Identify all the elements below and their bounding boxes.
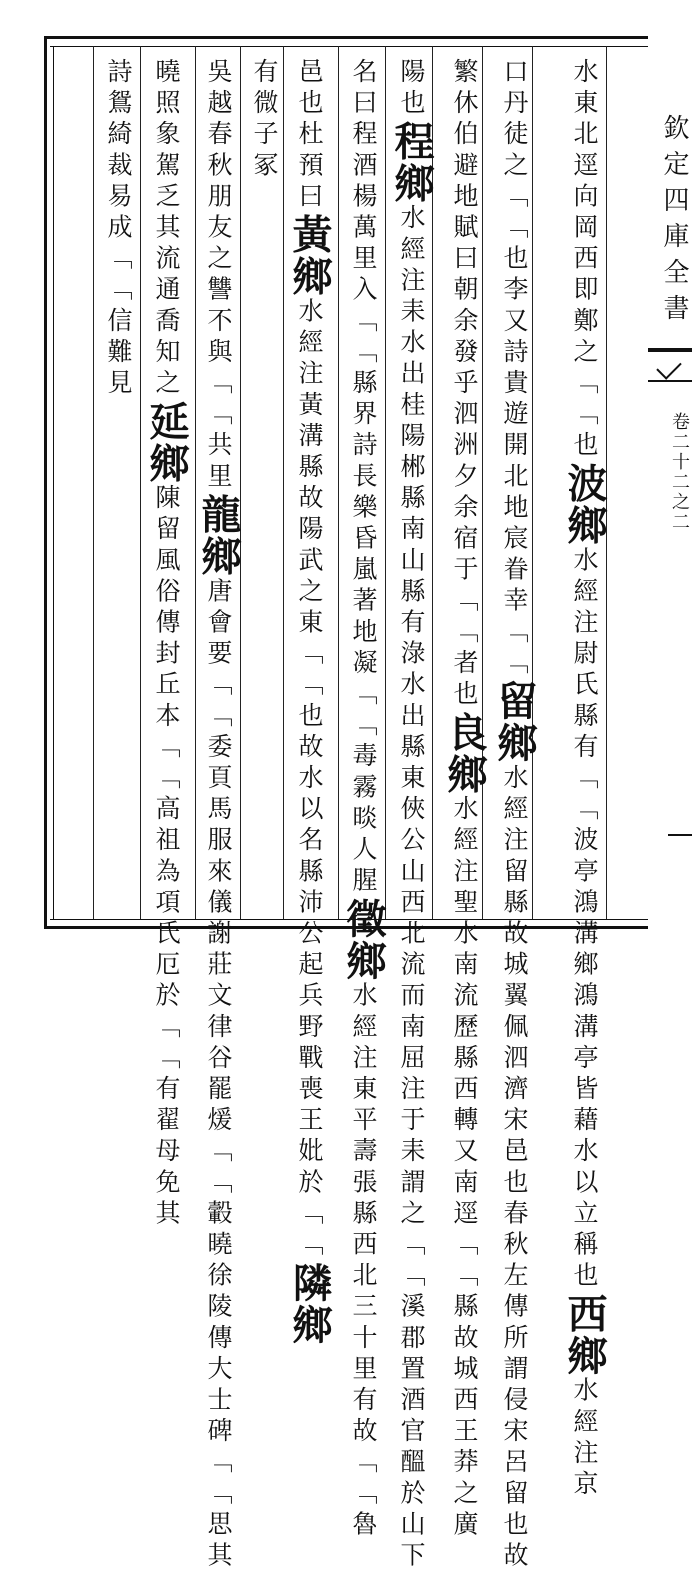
text-column-3 xyxy=(441,58,488,1542)
column-rule xyxy=(385,46,386,919)
column-rule xyxy=(195,46,196,919)
column-text: 繁休伯避地賦曰朝余發乎泗洲夕余宿于﹁﹁者也 xyxy=(450,58,479,712)
column-text: 曉照象駕乏其流通喬知之 xyxy=(152,58,181,401)
text-column-7 xyxy=(246,58,282,182)
column-rule xyxy=(283,46,284,919)
column-text: 水經注黃溝縣故陽武之東﹁﹁也故水以名縣沛公起兵野戰喪王妣於﹁﹁ xyxy=(295,297,324,1262)
column-text: 水東北逕向岡西即鄭之﹁﹁也 xyxy=(570,58,599,463)
text-column-2 xyxy=(491,58,538,1573)
text-column-6 xyxy=(286,58,333,1346)
column-text: 邑也杜預曰 xyxy=(295,58,324,214)
inner-border-left xyxy=(53,46,54,919)
column-text: 水經注耒水出桂陽郴縣南山縣有淥水出縣東俠公山西北流而南屈注于耒謂之﹁﹁溪郡置酒官醞於山下 xyxy=(397,204,426,1573)
headword: 西鄉 xyxy=(561,1292,608,1377)
headword: 程鄉 xyxy=(388,120,435,205)
book-title: 欽定四庫全書 xyxy=(659,114,689,330)
headword: 延鄉 xyxy=(143,400,190,485)
text-column-8 xyxy=(195,58,242,1573)
column-rule xyxy=(532,46,533,919)
column-text: 詩鴛綺裁易成﹁﹁信難見 xyxy=(104,58,133,401)
column-text: 名曰程酒楊萬里入﹁﹁縣界詩長樂昏嵐著地凝﹁﹁毒霧晱人腥 xyxy=(349,58,378,898)
fish-tail-mark xyxy=(648,348,692,382)
margin-tick xyxy=(668,834,692,836)
column-rule xyxy=(338,46,339,919)
headword: 波鄉 xyxy=(561,462,608,547)
column-rule xyxy=(140,46,141,919)
column-text: 陳留風俗傳封丘本﹁﹁高祖為項氏厄於﹁﹁有翟母免其 xyxy=(152,484,181,1231)
column-rule xyxy=(93,46,94,919)
column-text: 水經注尉氏縣有﹁﹁波亭鴻溝鄉鴻溝亭皆藉水以立稱也 xyxy=(570,546,599,1293)
column-text: 水經注聖水南流歷縣西轉又南逕﹁﹁縣故城西王莽之廣 xyxy=(450,795,479,1542)
column-rule xyxy=(240,46,241,919)
text-column-5 xyxy=(340,58,387,1542)
text-column-10 xyxy=(100,58,136,400)
column-text: 有微子冢 xyxy=(250,58,279,183)
headword: 隣鄉 xyxy=(286,1261,333,1346)
text-column-4 xyxy=(388,58,435,1573)
side-margin xyxy=(652,50,692,920)
headword: 留鄉 xyxy=(491,680,538,764)
column-text: 水經注東平壽張縣西北三十里有故﹁﹁魯 xyxy=(349,981,378,1542)
column-text: 吳越春秋朋友之讐不與﹁﹁共里 xyxy=(204,58,233,494)
column-text: 唐會要﹁﹁委頁馬服來儀謝莊文律谷罷煖﹁﹁轂曉徐陵傳大士碑﹁﹁思其 xyxy=(204,577,233,1573)
headword: 黃鄉 xyxy=(286,213,333,298)
column-text: 水經注京 xyxy=(570,1376,599,1502)
volume-label: 卷二十二之二 xyxy=(669,412,690,532)
text-column-1 xyxy=(561,58,608,1502)
headword: 徵鄉 xyxy=(340,897,387,982)
column-text: 陽也 xyxy=(397,58,426,121)
column-text: 口丹徒之﹁﹁也李又詩貴遊開北地宸眷幸﹁﹁ xyxy=(500,58,529,680)
column-text: 水經注留縣故城翼佩泗濟宋邑也春秋左傳所謂侵宋呂留也故 xyxy=(500,764,529,1573)
text-column-9 xyxy=(143,58,190,1231)
headword: 龍鄉 xyxy=(195,493,242,578)
headword: 良鄉 xyxy=(441,711,488,796)
